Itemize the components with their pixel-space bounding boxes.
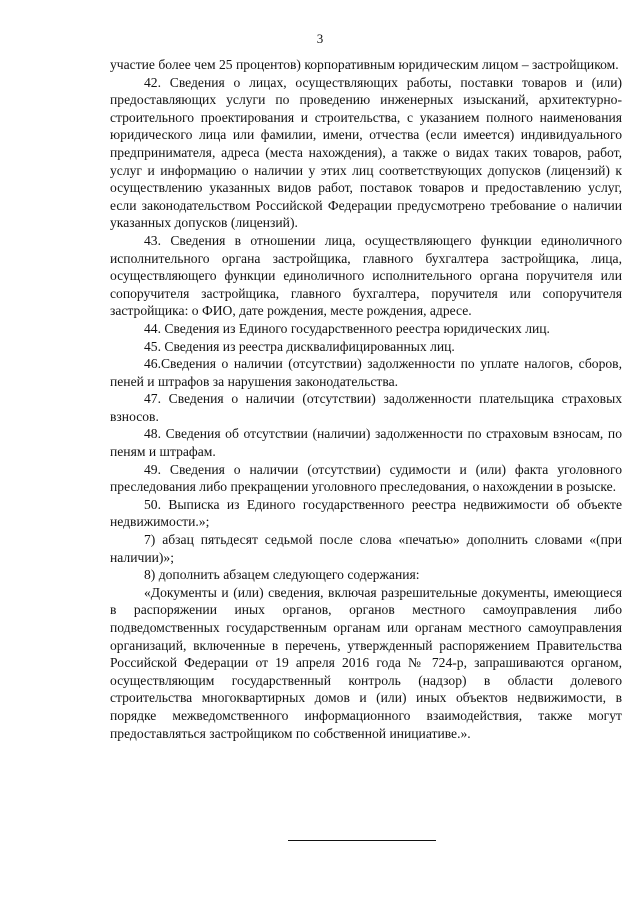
page-number: 3 — [316, 31, 324, 46]
paragraph-item-48: 48. Сведения об отсутствии (наличии) задолженности по страховым взносам, по пеням и штрафам. — [110, 426, 622, 460]
paragraph-item-47: 47. Сведения о наличии (отсутствии) задолженности плательщика страховых взносов. — [110, 391, 622, 424]
paragraph-item-50: 50. Выписка из Единого государственного реестра недвижимости об объекте недвижимости.»; — [110, 496, 622, 530]
paragraph-continuation: участие более чем 25 процентов) корпоративным юридическим лицом – застройщиком. — [110, 57, 619, 72]
document-body — [110, 56, 622, 742]
paragraph-item-45: 45. Сведения из реестра дисквалифицированных лиц. — [144, 338, 455, 354]
paragraph-quoted-text: «Документы и (или) сведения, включая разрешительные документы, имеющиеся в распоряжении иных органов, органов местного самоуправления либо подведомственных государственным органам или органам местного самоуправления организаций, включенные в перечень, утвержденный распоряжением Правительства Российской Федерации от 19 апреля 2016 года № 724-р, запрашиваются органом, осуществляющим государственный контроль (надзор) в области долевого строительства многоквартирных домов и (или) иных объектов недвижимости, в порядке межведомственного информационного взаимодействия, также могут предоставляться застройщиком по собственной инициативе.». — [110, 584, 622, 741]
paragraph-amendment-8: 8) дополнить абзацем следующего содержания: — [144, 567, 420, 583]
paragraph-amendment-7: 7) абзац пятьдесят седьмой после слова «печатью» дополнить словами «(при наличии)»; — [110, 532, 622, 565]
closing-separator-line — [288, 840, 436, 841]
paragraph-item-44: 44. Сведения из Единого государственного реестра юридических лиц. — [144, 320, 550, 336]
paragraph-item-43: 43. Сведения в отношении лица, осуществляющего функции единоличного исполнительного органа застройщика, главного бухгалтера застройщика, лица, осуществляющего функции единоличного исполнительного органа поручителя или сопоручителя застройщика, главного бухгалтера, поручителя или сопоручителя застройщика: о ФИО, дате рождения, месте рождения, адресе. — [110, 232, 622, 319]
paragraph-item-42: 42. Сведения о лицах, осуществляющих работы, поставки товаров и (или) предоставляющих услуги по проведению инженерных изысканий, архитектурно-строительного проектирования и строительства, с указанием полного наименования юридического лица или фамилии, имени, отчества (если имеется) индивидуального предпринимателя, адреса (места нахождения), а также о видах таких товаров, работ, услуг и информацию о наличии у этих лиц соответствующих допусков (лицензий) к осуществлению указанных видов работ, поставок товаров и предоставлению услуг, если законодательством Российской Федерации предусмотрено требование о наличии указанных допусков (лицензий). — [110, 74, 622, 231]
paragraph-item-49: 49. Сведения о наличии (отсутствии) судимости и (или) факта уголовного преследования либо прекращении уголовного преследования, о нахождении в розыске. — [110, 461, 622, 495]
paragraph-item-46: 46.Сведения о наличии (отсутствии) задолженности по уплате налогов, сборов, пеней и штрафов за нарушения законодательства. — [110, 356, 622, 389]
